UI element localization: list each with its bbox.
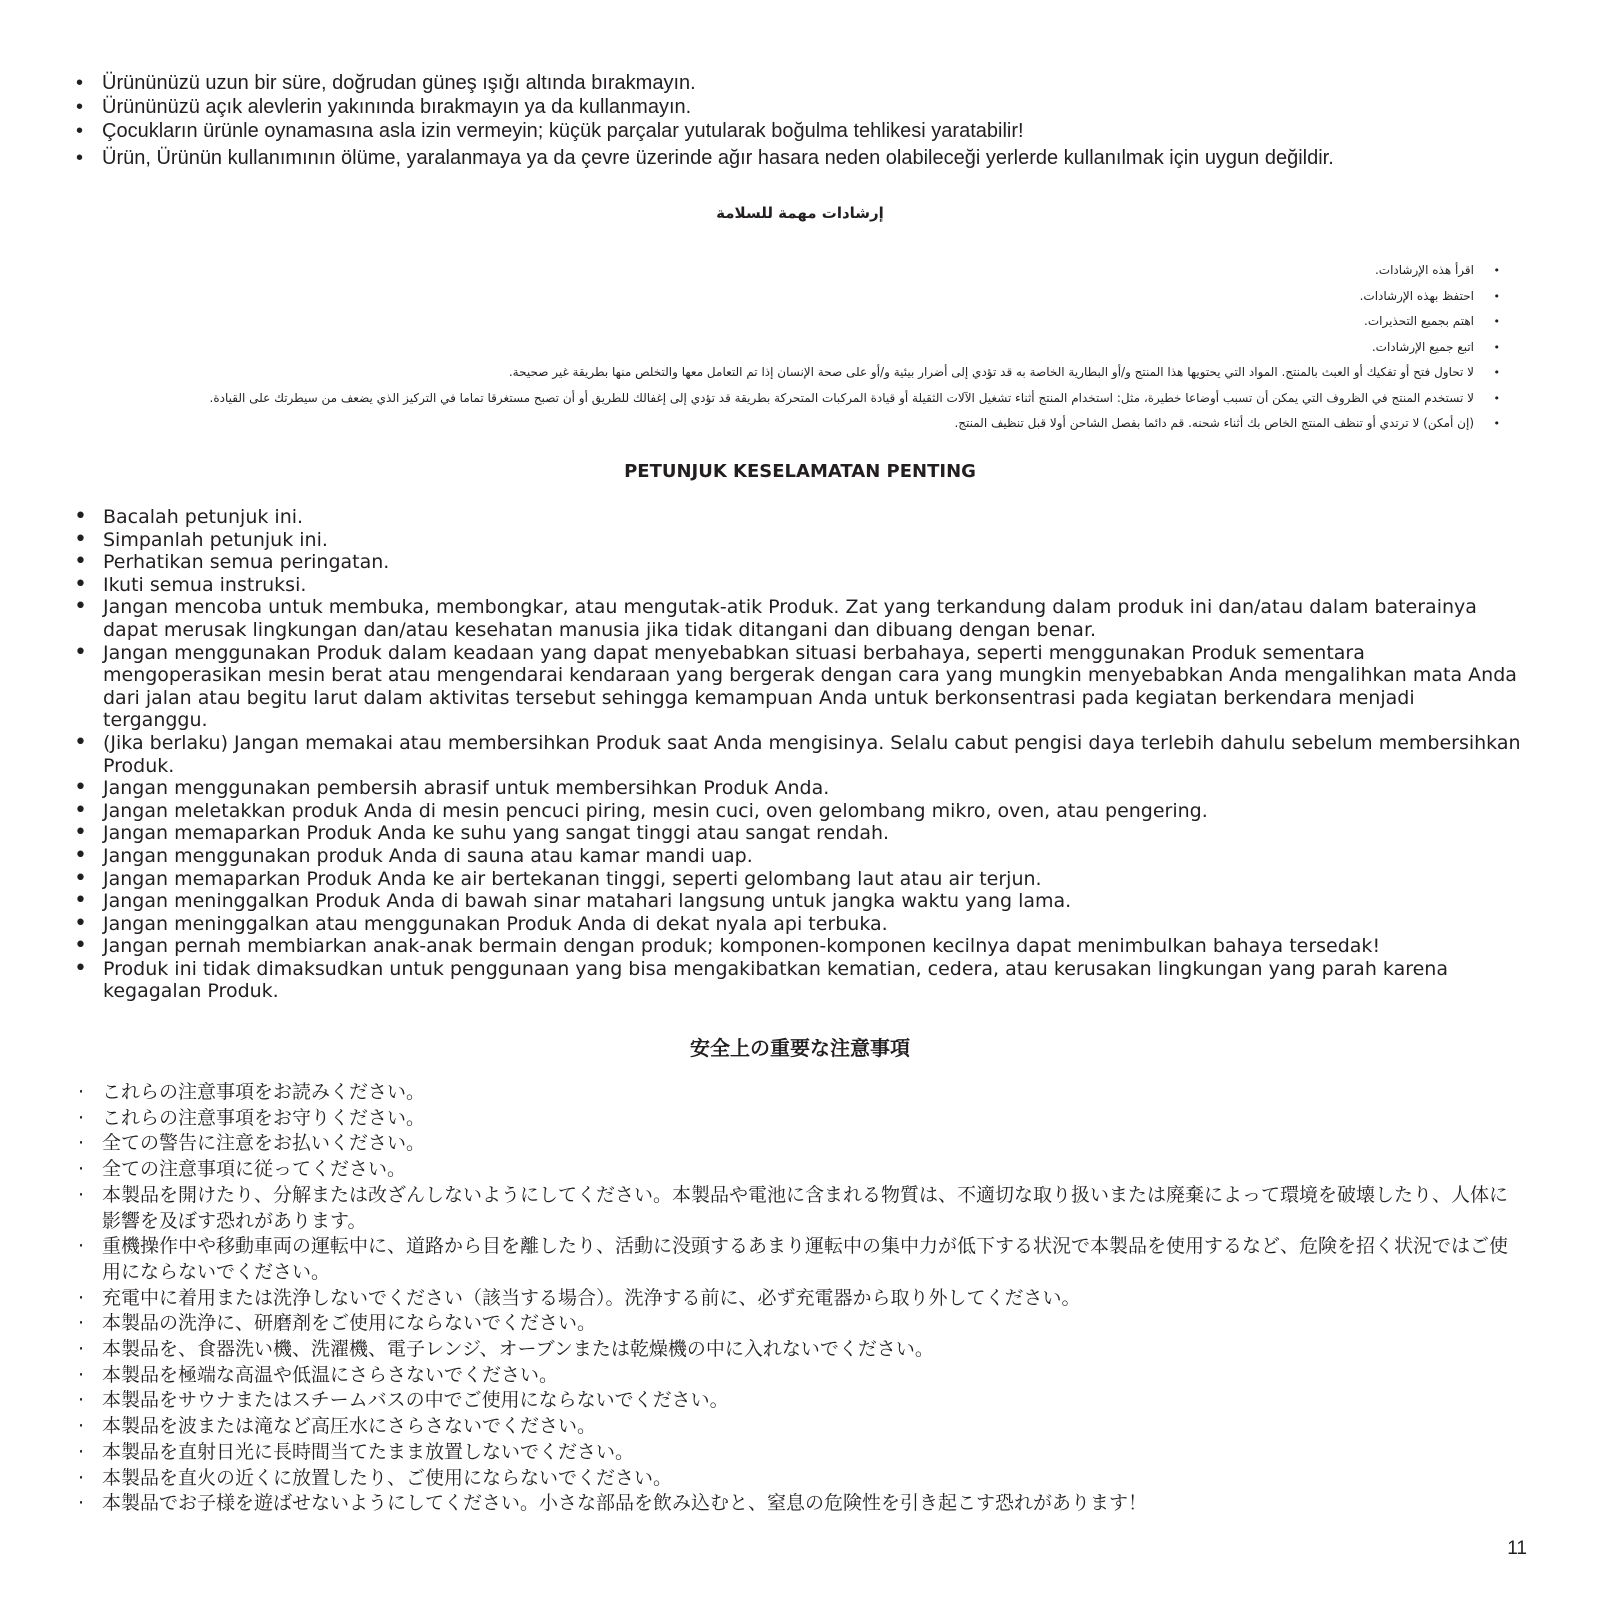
list-item: · 充電中に着用または洗浄しないでください（該当する場合）。洗浄する前に、必ず充電器から取り外してください。 bbox=[76, 1286, 1526, 1312]
list-item: • Jangan menggunakan produk Anda di sauna atau kamar mandi uap. bbox=[74, 845, 1524, 868]
indonesian-section-title: PETUNJUK KESELAMATAN PENTING bbox=[624, 461, 976, 482]
japanese-section-title: 安全上の重要な注意事項 bbox=[690, 1036, 910, 1060]
list-item: • Perhatikan semua peringatan. bbox=[74, 551, 1524, 574]
list-item: • Jangan menggunakan pembersih abrasif untuk membersihkan Produk Anda. bbox=[74, 777, 1524, 800]
list-item: • Ürün, Ürünün kullanımının ölüme, yaralanmaya ya da çevre üzerinde ağır hasara neden olabileceği yerlerde kullanılmak için uygun değildir. bbox=[76, 147, 1536, 170]
list-item: • Bacalah petunjuk ini. bbox=[74, 506, 1524, 529]
list-item: • Jangan memaparkan Produk Anda ke air bertekanan tinggi, seperti gelombang laut atau air terjun. bbox=[74, 868, 1524, 891]
list-item: · これらの注意事項をお読みください。 bbox=[76, 1080, 1526, 1106]
list-item: · 本製品の洗浄に、研磨剤をご使用にならないでください。 bbox=[76, 1311, 1526, 1337]
list-item: • Jangan meninggalkan Produk Anda di bawah sinar matahari langsung untuk jangka waktu yang lama. bbox=[74, 890, 1524, 913]
list-item: • Ikuti semua instruksi. bbox=[74, 574, 1524, 597]
japanese-safety-list bbox=[76, 1080, 1526, 1517]
list-item: · 本製品を、食器洗い機、洗濯機、電子レンジ、オーブンまたは乾燥機の中に入れないでください。 bbox=[76, 1337, 1526, 1363]
list-item: · 本製品を直射日光に長時間当てたまま放置しないでください。 bbox=[76, 1440, 1526, 1466]
list-item: • Jangan mencoba untuk membuka, membongkar, atau mengutak-atik Produk. Zat yang terkandung dalam produk ini dan/atau dalam baterainya dapat merusak lingkungan dan/atau kesehatan manusia jika tidak ditangani dan dibuang dengan benar. bbox=[74, 596, 1524, 641]
list-item: • Jangan pernah membiarkan anak-anak bermain dengan produk; komponen-komponen kecilnya dapat menimbulkan bahaya tersedak! bbox=[74, 935, 1524, 958]
turkish-safety-list bbox=[76, 72, 1536, 171]
list-item: · 本製品を波または滝など高圧水にさらさないでください。 bbox=[76, 1414, 1526, 1440]
list-item: · これらの注意事項をお守りください。 bbox=[76, 1106, 1526, 1132]
list-item: • اتبع جميع الإرشادات. bbox=[80, 335, 1500, 361]
list-item: · 全ての警告に注意をお払いください。 bbox=[76, 1131, 1526, 1157]
list-item: • لا تستخدم المنتج في الظروف التي يمكن أن تسبب أوضاعا خطيرة، مثل: استخدام المنتج أثناء تشغيل الآلات الثقيلة أو قيادة المركبات المتحركة بطريقة قد تؤدي إلى إغفالك للطريق أو أن تصبح مستغرقا تماما في التركيز الذي يضعف من سيطرتك على القيادة. bbox=[80, 386, 1500, 412]
list-item: • (Jika berlaku) Jangan memakai atau membersihkan Produk saat Anda mengisinya. Selalu cabut pengisi daya terlebih dahulu sebelum membersihkan Produk. bbox=[74, 732, 1524, 777]
list-item: · 本製品をサウナまたはスチームバスの中でご使用にならないでください。 bbox=[76, 1388, 1526, 1414]
list-item: · 本製品でお子様を遊ばせないようにしてください。小さな部品を飲み込むと、窒息の危険性を引き起こす恐れがあります！ bbox=[76, 1491, 1526, 1517]
list-item: · 重機操作中や移動車両の運転中に、道路から目を離したり、活動に没頭するあまり運転中の集中力が低下する状況で本製品を使用するなど、危険を招く状況ではご使用にならないでください。 bbox=[76, 1234, 1526, 1285]
list-item: • Ürününüzü açık alevlerin yakınında bırakmayın ya da kullanmayın. bbox=[76, 96, 1536, 119]
list-item: · 本製品を極端な高温や低温にさらさないでください。 bbox=[76, 1363, 1526, 1389]
list-item: · 本製品を開けたり、分解または改ざんしないようにしてください。本製品や電池に含まれる物質は、不適切な取り扱いまたは廃棄によって環境を破壊したり、人体に影響を及ぼす恐れがあります。 bbox=[76, 1183, 1526, 1234]
list-item: • Jangan meletakkan produk Anda di mesin pencuci piring, mesin cuci, oven gelombang mikro, oven, atau pengering. bbox=[74, 800, 1524, 823]
list-item: • اهتم بجميع التحذيرات. bbox=[80, 309, 1500, 335]
list-item: • (إن أمكن) لا ترتدي أو تنظف المنتج الخاص بك أثناء شحنه. قم دائما بفصل الشاحن أولا قبل تنظيف المنتج. bbox=[80, 411, 1500, 437]
arabic-section-title: إرشادات مهمة للسلامة bbox=[716, 204, 884, 222]
list-item: • Produk ini tidak dimaksudkan untuk penggunaan yang bisa mengakibatkan kematian, cedera, atau kerusakan lingkungan yang parah karena kegagalan Produk. bbox=[74, 958, 1524, 1003]
list-item: • Jangan menggunakan Produk dalam keadaan yang dapat menyebabkan situasi berbahaya, seperti menggunakan Produk sementara mengoperasikan mesin berat atau mengendarai kendaraan yang bergerak dengan cara yang mungkin menyebabkan Anda mengalihkan mata Anda dari jalan atau begitu larut dalam aktivitas tersebut sehingga kemampuan Anda untuk berkonsentrasi pada kegiatan berkendara menjadi terganggu. bbox=[74, 642, 1524, 732]
page-number: 11 bbox=[1507, 1538, 1527, 1559]
list-item: • Jangan meninggalkan atau menggunakan Produk Anda di dekat nyala api terbuka. bbox=[74, 913, 1524, 936]
list-item: • لا تحاول فتح أو تفكيك أو العبث بالمنتج. المواد التي يحتويها هذا المنتج و/أو البطارية الخاصة به قد تؤدي إلى أضرار بيئية و/أو على صحة الإنسان إذا تم التعامل معها والتخلص منها بطريقة غير صحيحة. bbox=[80, 360, 1500, 386]
list-item: • Jangan memaparkan Produk Anda ke suhu yang sangat tinggi atau sangat rendah. bbox=[74, 822, 1524, 845]
list-item: • Simpanlah petunjuk ini. bbox=[74, 529, 1524, 552]
list-item: • احتفظ بهذه الإرشادات. bbox=[80, 284, 1500, 310]
arabic-safety-list bbox=[80, 258, 1500, 437]
list-item: • Ürününüzü uzun bir süre, doğrudan güneş ışığı altında bırakmayın. bbox=[76, 72, 1536, 95]
list-item: · 全ての注意事項に従ってください。 bbox=[76, 1157, 1526, 1183]
indonesian-safety-list bbox=[74, 506, 1524, 1003]
list-item: · 本製品を直火の近くに放置したり、ご使用にならないでください。 bbox=[76, 1466, 1526, 1492]
list-item: • اقرأ هذه الإرشادات. bbox=[80, 258, 1500, 284]
list-item: • Çocukların ürünle oynamasına asla izin vermeyin; küçük parçalar yutularak boğulma tehlikesi yaratabilir! bbox=[76, 120, 1536, 143]
